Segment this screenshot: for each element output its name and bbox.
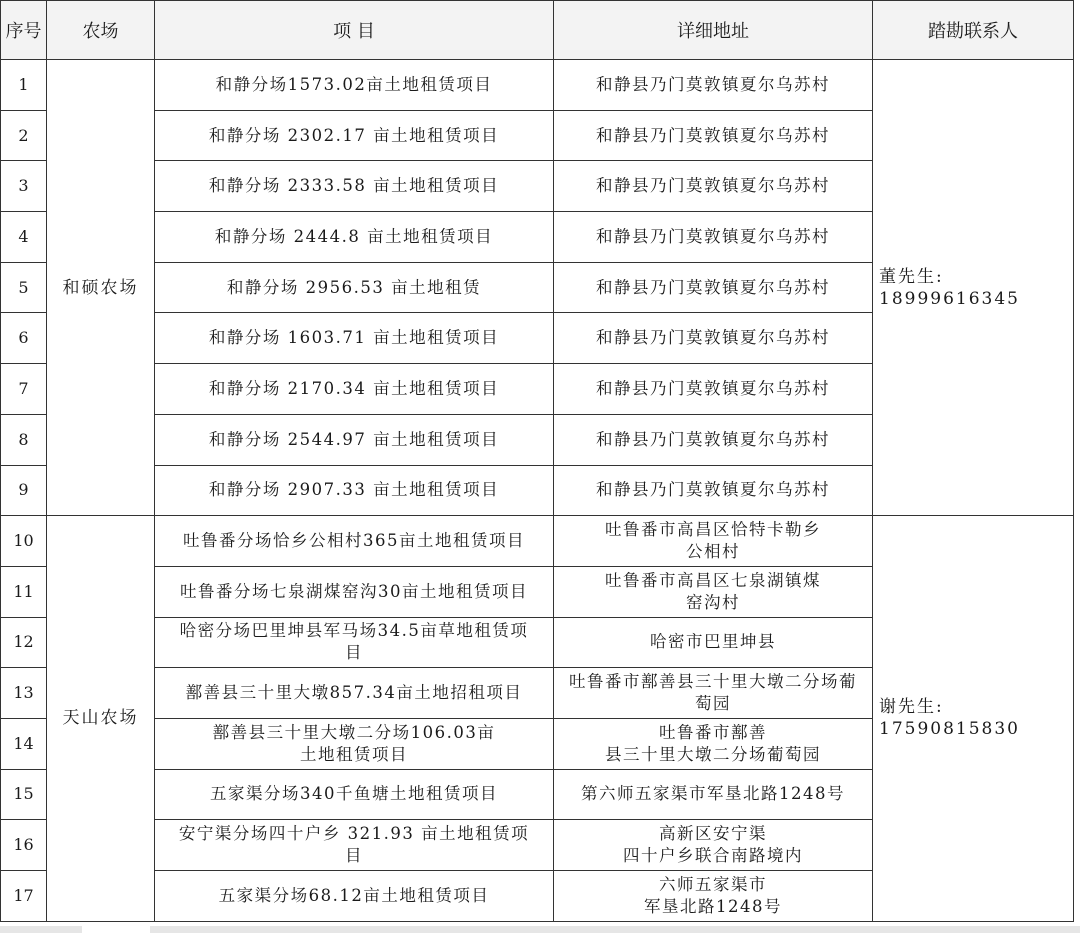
row-seq: 11 bbox=[1, 566, 47, 617]
project-text: 和静分场 2302.17 亩土地租赁项目 bbox=[208, 125, 500, 145]
contact-person: 董先生: 18999616345 bbox=[873, 60, 1074, 516]
address-text: 六师五家渠市 bbox=[659, 874, 767, 894]
table-row bbox=[1, 516, 1074, 567]
address-text: 和静县乃门莫敦镇夏尔乌苏村 bbox=[596, 125, 830, 145]
address-text: 和静县乃门莫敦镇夏尔乌苏村 bbox=[596, 74, 830, 94]
address-cell bbox=[554, 313, 873, 364]
header-row bbox=[1, 1, 1074, 60]
project-text: 目 bbox=[345, 643, 363, 663]
address-text: 公相村 bbox=[686, 542, 740, 562]
project-text: 吐鲁番分场恰乡公相村365亩土地租赁项目 bbox=[183, 531, 525, 551]
row-seq: 12 bbox=[1, 617, 47, 668]
row-seq: 4 bbox=[1, 212, 47, 263]
address-cell bbox=[554, 566, 873, 617]
project-text: 和静分场 2333.58 亩土地租赁项目 bbox=[208, 176, 500, 196]
contact-person: 谢先生: 17590815830 bbox=[873, 516, 1074, 922]
table-body bbox=[1, 60, 1074, 922]
row-seq: 7 bbox=[1, 364, 47, 415]
project-cell bbox=[155, 313, 554, 364]
farm-name: 和硕农场 bbox=[47, 60, 155, 516]
project-cell bbox=[155, 262, 554, 313]
address-cell bbox=[554, 161, 873, 212]
project-cell bbox=[155, 110, 554, 161]
row-seq: 16 bbox=[1, 820, 47, 871]
row-seq: 5 bbox=[1, 262, 47, 313]
address-text: 第六师五家渠市军垦北路1248号 bbox=[581, 784, 845, 804]
address-text: 和静县乃门莫敦镇夏尔乌苏村 bbox=[596, 429, 830, 449]
project-text: 五家渠分场68.12亩土地租赁项目 bbox=[218, 885, 490, 905]
address-text: 吐鲁番市鄯善县三十里大墩二分场葡 bbox=[569, 672, 857, 692]
address-cell bbox=[554, 262, 873, 313]
project-cell bbox=[155, 465, 554, 516]
project-text: 土地租赁项目 bbox=[300, 744, 408, 764]
address-text: 和静县乃门莫敦镇夏尔乌苏村 bbox=[596, 226, 830, 246]
project-cell bbox=[155, 617, 554, 668]
address-text: 和静县乃门莫敦镇夏尔乌苏村 bbox=[596, 378, 830, 398]
project-cell bbox=[155, 871, 554, 922]
row-seq: 15 bbox=[1, 769, 47, 820]
address-text: 高新区安宁渠 bbox=[659, 824, 767, 844]
address-text: 和静县乃门莫敦镇夏尔乌苏村 bbox=[596, 328, 830, 348]
address-text: 窑沟村 bbox=[686, 592, 740, 612]
address-text: 县三十里大墩二分场葡萄园 bbox=[605, 744, 821, 764]
header-project: 项 目 bbox=[155, 1, 554, 60]
address-cell bbox=[554, 718, 873, 769]
project-cell bbox=[155, 516, 554, 567]
page-bottom-edge bbox=[0, 926, 1080, 933]
row-seq: 9 bbox=[1, 465, 47, 516]
project-cell bbox=[155, 820, 554, 871]
address-cell bbox=[554, 617, 873, 668]
header-contact: 踏勘联系人 bbox=[873, 1, 1074, 60]
address-cell bbox=[554, 110, 873, 161]
header-farm: 农场 bbox=[47, 1, 155, 60]
address-cell bbox=[554, 465, 873, 516]
address-cell bbox=[554, 871, 873, 922]
project-cell bbox=[155, 364, 554, 415]
project-text: 吐鲁番分场七泉湖煤窑沟30亩土地租赁项目 bbox=[180, 581, 528, 601]
address-cell bbox=[554, 364, 873, 415]
row-seq: 10 bbox=[1, 516, 47, 567]
project-text: 目 bbox=[345, 846, 363, 866]
project-cell bbox=[155, 414, 554, 465]
row-seq: 3 bbox=[1, 161, 47, 212]
project-text: 和静分场1573.02亩土地租赁项目 bbox=[215, 74, 493, 94]
address-cell bbox=[554, 769, 873, 820]
address-cell bbox=[554, 60, 873, 111]
address-cell bbox=[554, 414, 873, 465]
project-text: 和静分场 2907.33 亩土地租赁项目 bbox=[208, 480, 500, 500]
row-seq: 13 bbox=[1, 668, 47, 719]
project-text: 鄯善县三十里大墩二分场106.03亩 bbox=[212, 722, 496, 742]
project-cell bbox=[155, 668, 554, 719]
project-cell bbox=[155, 60, 554, 111]
address-text: 吐鲁番市鄯善 bbox=[659, 722, 767, 742]
row-seq: 8 bbox=[1, 414, 47, 465]
address-cell bbox=[554, 516, 873, 567]
project-cell bbox=[155, 212, 554, 263]
project-text: 安宁渠分场四十户乡 321.93 亩土地租赁项 bbox=[178, 824, 530, 844]
row-seq: 17 bbox=[1, 871, 47, 922]
project-cell bbox=[155, 769, 554, 820]
address-text: 吐鲁番市高昌区七泉湖镇煤 bbox=[605, 570, 821, 590]
header-address: 详细地址 bbox=[554, 1, 873, 60]
table-row bbox=[1, 60, 1074, 111]
address-cell bbox=[554, 212, 873, 263]
address-text: 和静县乃门莫敦镇夏尔乌苏村 bbox=[596, 277, 830, 297]
row-seq: 1 bbox=[1, 60, 47, 111]
project-cell bbox=[155, 566, 554, 617]
address-text: 四十户乡联合南路境内 bbox=[623, 846, 803, 866]
project-text: 和静分场 2544.97 亩土地租赁项目 bbox=[208, 429, 500, 449]
header-seq: 序号 bbox=[1, 1, 47, 60]
project-text: 和静分场 1603.71 亩土地租赁项目 bbox=[208, 328, 500, 348]
project-text: 和静分场 2956.53 亩土地租赁 bbox=[226, 277, 482, 297]
project-cell bbox=[155, 161, 554, 212]
address-text: 和静县乃门莫敦镇夏尔乌苏村 bbox=[596, 176, 830, 196]
address-text: 萄园 bbox=[695, 694, 731, 714]
address-text: 哈密市巴里坤县 bbox=[650, 632, 776, 652]
project-text: 和静分场 2444.8 亩土地租赁项目 bbox=[214, 226, 494, 246]
project-text: 和静分场 2170.34 亩土地租赁项目 bbox=[208, 378, 500, 398]
project-text: 哈密分场巴里坤县军马场34.5亩草地租赁项 bbox=[179, 621, 529, 641]
row-seq: 6 bbox=[1, 313, 47, 364]
address-text: 吐鲁番市高昌区恰特卡勒乡 bbox=[605, 520, 821, 540]
address-text: 军垦北路1248号 bbox=[644, 896, 782, 916]
project-text: 五家渠分场340千鱼塘土地租赁项目 bbox=[210, 784, 498, 804]
address-cell bbox=[554, 820, 873, 871]
address-cell bbox=[554, 668, 873, 719]
row-seq: 14 bbox=[1, 718, 47, 769]
project-cell bbox=[155, 718, 554, 769]
address-text: 和静县乃门莫敦镇夏尔乌苏村 bbox=[596, 480, 830, 500]
farm-name: 天山农场 bbox=[47, 516, 155, 922]
row-seq: 2 bbox=[1, 110, 47, 161]
project-text: 鄯善县三十里大墩857.34亩土地招租项目 bbox=[185, 683, 523, 703]
